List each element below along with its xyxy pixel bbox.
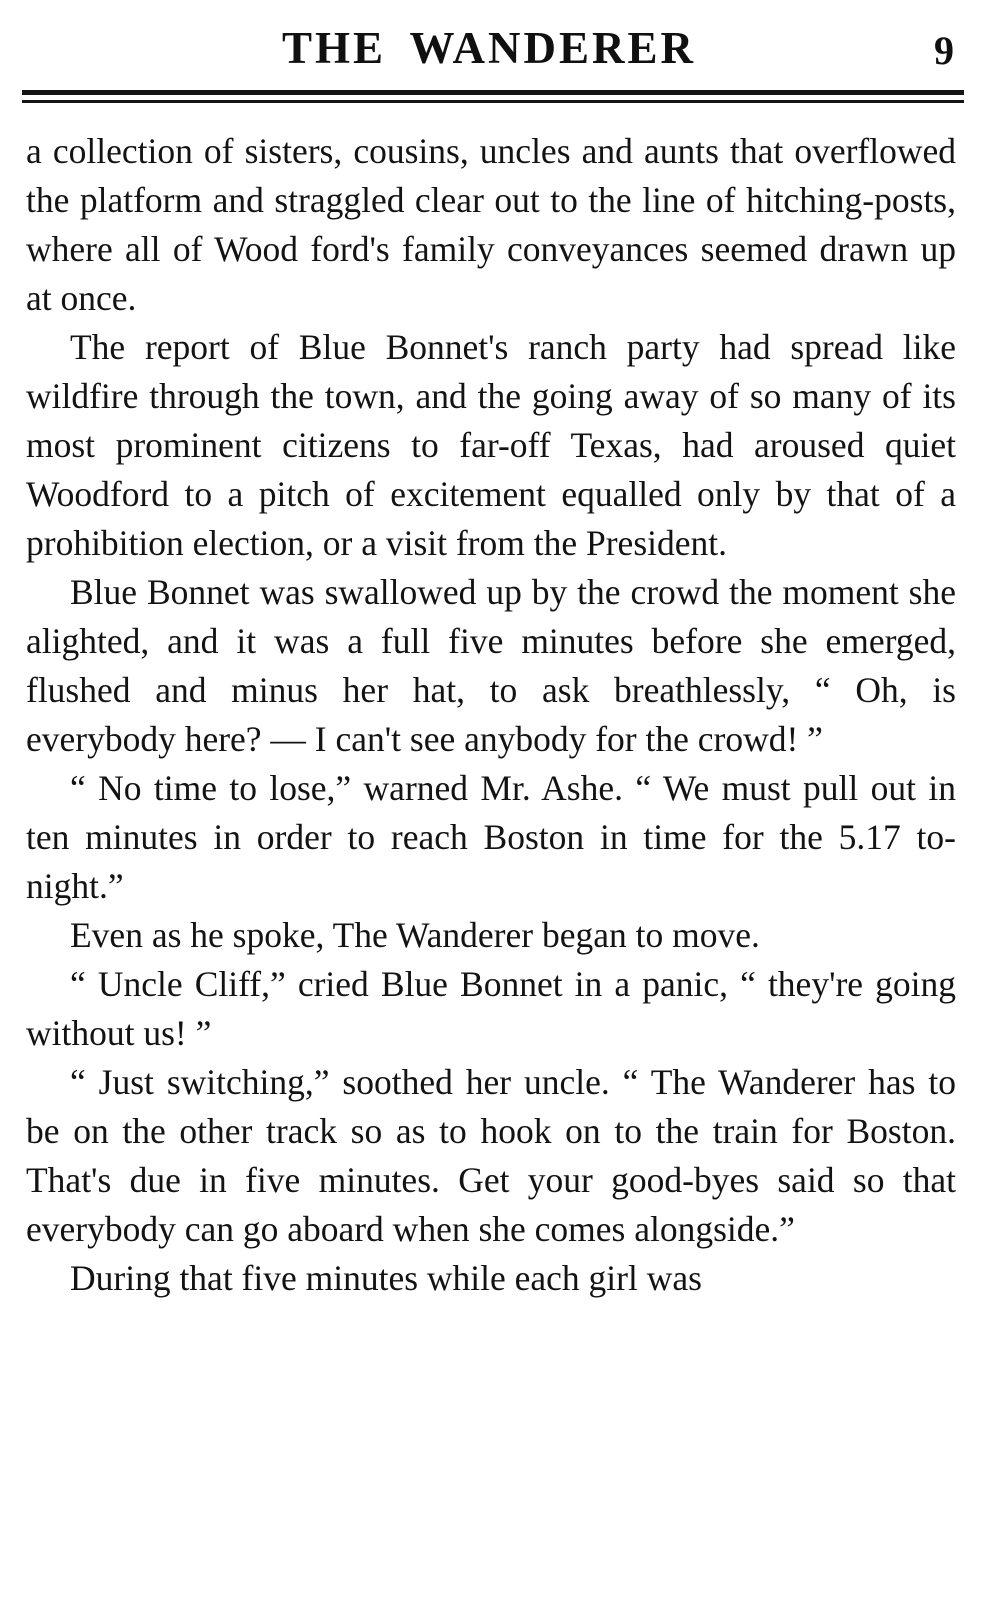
paragraph: During that five minutes while each girl was [70,1257,702,1298]
header-divider [22,90,964,103]
paragraph: The report of Blue Bonnet's ranch party had spread like wildfire through the town, and the going away of so many of its most prominent citizens to far-off Texas, had aroused quiet Woodford to a pitch of excitement equalled only by that of a prohibition election, or a visit from the President. [26,326,956,563]
page-number: 9 [934,28,954,73]
running-head [22,22,964,84]
paragraph: “ Uncle Cliff,” cried Blue Bonnet in a panic, “ they're going without us! ” [26,963,956,1053]
paragraph: Blue Bonnet was swallowed up by the crowd the moment she alighted, and it was a full five minutes before she emerged, flushed and minus her hat, to ask breathlessly, “ Oh, is everybody here? — I can't see anybody for the crowd! ” [26,571,956,759]
paragraph: “ Just switching,” soothed her uncle. “ The Wanderer has to be on the other track so as to hook on to the train for Boston. That's due in five minutes. Get your good-byes said so that everybody can go aboard when she comes alongside.” [26,1061,956,1249]
paragraph: “ No time to lose,” warned Mr. Ashe. “ We must pull out in ten minutes in order to reach Boston in time for the 5.17 to-night.” [26,767,956,906]
divider-rule-thick [22,90,964,95]
paragraph: Even as he spoke, The Wanderer began to move. [70,914,760,955]
divider-rule-thin [22,100,964,103]
body-text [22,127,964,1303]
paragraph: a collection of sisters, cousins, uncles and aunts that overflowed the platform and straggled clear out to the line of hitching-posts, where all of Wood ford's family conveyances seemed drawn up at once. [26,131,956,318]
page-title: THE WANDERER [282,23,696,73]
